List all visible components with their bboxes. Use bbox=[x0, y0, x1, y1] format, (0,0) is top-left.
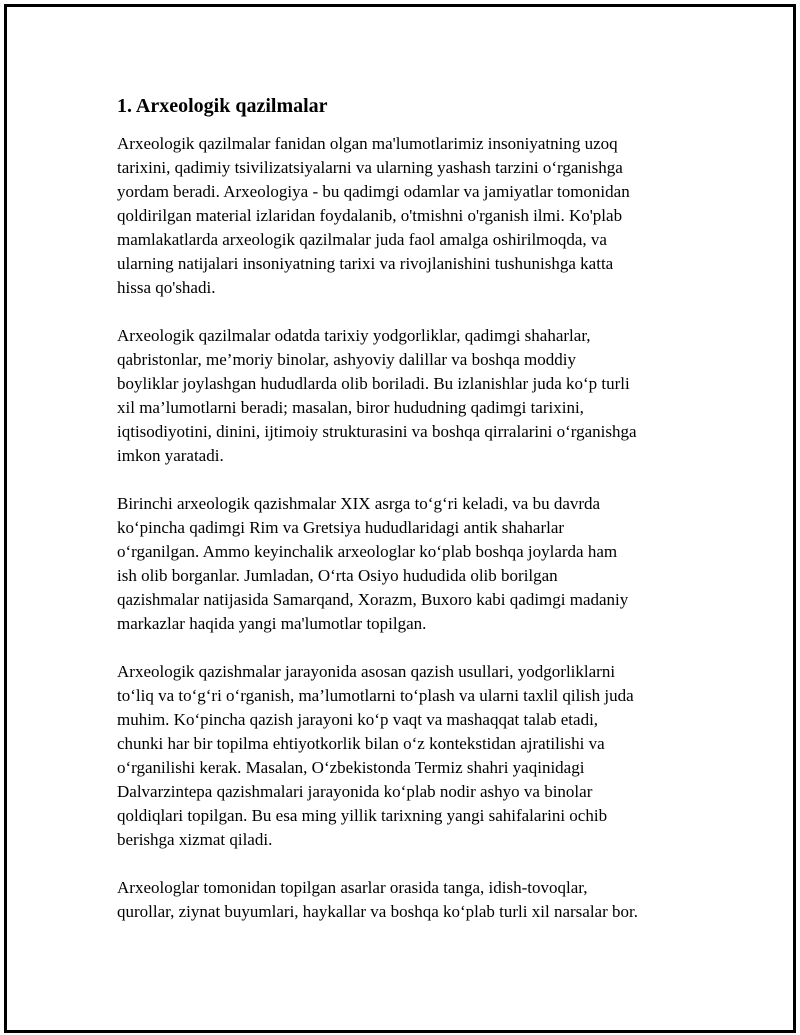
paragraph-line: qoldiqlari topilgan. Bu esa ming yillik tarixning yangi sahifalarini ochib bbox=[117, 806, 608, 825]
paragraph-line: xil ma’lumotlarni beradi; masalan, biror hududning qadimgi tarixini, bbox=[117, 398, 584, 417]
paragraph-4 bbox=[117, 660, 697, 852]
paragraph-line: oʻrganilgan. Ammo keyinchalik arxeologlar koʻplab boshqa joylarda ham bbox=[117, 542, 618, 561]
paragraph-line: chunki har bir topilma ehtiyotkorlik bilan oʻz kontekstidan ajratilishi va bbox=[117, 734, 605, 753]
paragraph-line: qurollar, ziynat buyumlari, haykallar va boshqa koʻplab turli xil narsalar bor. bbox=[117, 902, 638, 921]
paragraph-5 bbox=[117, 876, 697, 924]
paragraph-line: qabristonlar, me’moriy binolar, ashyoviy dalillar va boshqa moddiy bbox=[117, 350, 576, 369]
section-heading: 1. Arxeologik qazilmalar bbox=[117, 95, 328, 117]
paragraph-line: imkon yaratadi. bbox=[117, 446, 224, 465]
paragraph-line: yordam beradi. Arxeologiya - bu qadimgi odamlar va jamiyatlar tomonidan bbox=[117, 182, 630, 201]
document-body bbox=[117, 94, 697, 948]
paragraph-line: Birinchi arxeologik qazishmalar XIX asrga toʻgʻri keladi, va bu davrda bbox=[117, 494, 601, 513]
paragraph-3 bbox=[117, 492, 697, 636]
paragraph-line: hissa qo'shadi. bbox=[117, 278, 216, 297]
paragraph-line: qazishmalar natijasida Samarqand, Xorazm, Buxoro kabi qadimgi madaniy bbox=[117, 590, 629, 609]
paragraph-line: ularning natijalari insoniyatning tarixi va rivojlanishini tushunishga katta bbox=[117, 254, 614, 273]
paragraph-line: tarixini, qadimiy tsivilizatsiyalarni va ularning yashash tarzini oʻrganishga bbox=[117, 158, 623, 177]
paragraph-line: Dalvarzintepa qazishmalari jarayonida koʻplab nodir ashyo va binolar bbox=[117, 782, 593, 801]
paragraph-line: koʻpincha qadimgi Rim va Gretsiya hududlaridagi antik shaharlar bbox=[117, 518, 565, 537]
paragraph-line: muhim. Koʻpincha qazish jarayoni koʻp vaqt va mashaqqat talab etadi, bbox=[117, 710, 599, 729]
paragraph-line: oʻrganilishi kerak. Masalan, Oʻzbekistonda Termiz shahri yaqinidagi bbox=[117, 758, 585, 777]
paragraph-line: toʻliq va toʻgʻri oʻrganish, ma’lumotlarni toʻplash va ularni taxlil qilish juda bbox=[117, 686, 634, 705]
paragraph-line: qoldirilgan material izlaridan foydalanib, o'tmishni o'rganish ilmi. Ko'plab bbox=[117, 206, 623, 225]
paragraph-line: mamlakatlarda arxeologik qazilmalar juda faol amalga oshirilmoqda, va bbox=[117, 230, 607, 249]
paragraph-line: Arxeologlar tomonidan topilgan asarlar orasida tanga, idish-tovoqlar, bbox=[117, 878, 588, 897]
paragraph-line: boyliklar joylashgan hududlarda olib boriladi. Bu izlanishlar juda koʻp turli bbox=[117, 374, 630, 393]
paragraph-line: iqtisodiyotini, dinini, ijtimoiy strukturasini va boshqa qirralarini oʻrganishga bbox=[117, 422, 637, 441]
paragraph-line: Arxeologik qazishmalar jarayonida asosan qazish usullari, yodgorliklarni bbox=[117, 662, 616, 681]
paragraph-2 bbox=[117, 324, 697, 468]
paragraph-line: markazlar haqida yangi ma'lumotlar topilgan. bbox=[117, 614, 427, 633]
paragraph-line: ish olib borganlar. Jumladan, Oʻrta Osiyo hududida olib borilgan bbox=[117, 566, 558, 585]
paragraph-line: berishga xizmat qiladi. bbox=[117, 830, 273, 849]
paragraph-line: Arxeologik qazilmalar fanidan olgan ma'lumotlarimiz insoniyatning uzoq bbox=[117, 134, 618, 153]
paragraph-1 bbox=[117, 132, 697, 300]
paragraph-line: Arxeologik qazilmalar odatda tarixiy yodgorliklar, qadimgi shaharlar, bbox=[117, 326, 591, 345]
